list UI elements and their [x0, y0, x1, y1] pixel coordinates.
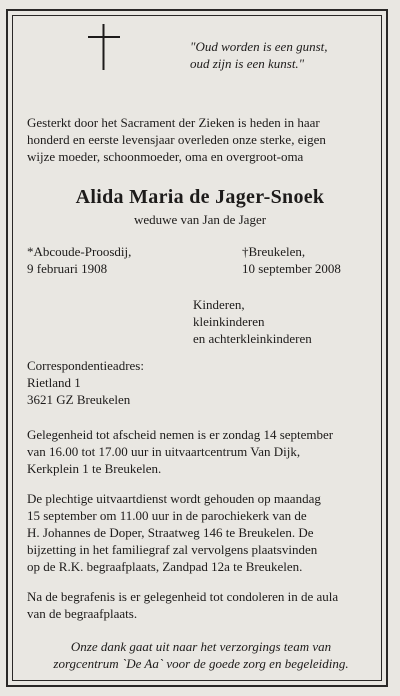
relatives: [193, 296, 373, 347]
widow-of: weduwe van Jan de Jager: [133, 212, 267, 227]
cross-icon: [86, 24, 122, 70]
death-place: †Breukelen,: [242, 244, 306, 259]
intro-line: Gesterkt door het Sacrament der Zieken is heden in haar: [27, 115, 320, 130]
service-paragraph: [27, 490, 375, 575]
service-line: 15 september om 11.00 uur in de parochiekerk van de: [27, 508, 307, 523]
intro-paragraph: [27, 114, 375, 165]
thanks-line: zorgcentrum `De Aa` voor de goede zorg en begeleiding.: [53, 656, 349, 671]
death-date: 10 september 2008: [242, 261, 341, 276]
correspondence-address: [27, 357, 227, 408]
service-line: H. Johannes de Doper, Straatweg 146 te Breukelen. De: [27, 525, 314, 540]
intro-line: honderd en eerste levensjaar overleden onze sterke, eigen: [27, 132, 326, 147]
farewell-line: Kerkplein 1 te Breukelen.: [27, 461, 162, 476]
farewell-line: Gelegenheid tot afscheid nemen is er zondag 14 september: [27, 427, 334, 442]
condolences-line: Na de begrafenis is er gelegenheid tot condoleren in de aula: [27, 589, 339, 604]
service-line: De plechtige uitvaartdienst wordt gehouden op maandag: [27, 491, 321, 506]
condolences-line: van de begraafplaats.: [27, 606, 138, 621]
correspondence-street: Rietland 1: [27, 375, 81, 390]
quote-line: "Oud worden is een gunst,: [190, 39, 328, 54]
thanks-line: Onze dank gaat uit naar het verzorgings team van: [70, 639, 332, 654]
quote: [190, 38, 370, 72]
thanks-paragraph: [27, 638, 375, 672]
condolences-paragraph: [27, 588, 375, 622]
relatives-line: en achterkleinkinderen: [193, 331, 312, 346]
correspondence-label: Correspondentieadres:: [27, 358, 144, 373]
relatives-line: kleinkinderen: [193, 314, 265, 329]
birth-info: [27, 243, 207, 277]
birth-place: *Abcoude-Proosdij,: [27, 244, 132, 259]
correspondence-city: 3621 GZ Breukelen: [27, 392, 131, 407]
death-info: [242, 243, 382, 277]
farewell-line: van 16.00 tot 17.00 uur in uitvaartcentrum Van Dijk,: [27, 444, 301, 459]
birth-date: 9 februari 1908: [27, 261, 108, 276]
farewell-paragraph: [27, 426, 375, 477]
deceased-name: Alida Maria de Jager-Snoek: [75, 186, 325, 208]
intro-line: wijze moeder, schoonmoeder, oma en overgroot-oma: [27, 149, 304, 164]
relatives-line: Kinderen,: [193, 297, 245, 312]
service-line: bijzetting in het familiegraf zal vervolgens plaatsvinden: [27, 542, 318, 557]
service-line: op de R.K. begraafplaats, Zandpad 12a te Breukelen.: [27, 559, 303, 574]
quote-line: oud zijn is een kunst.": [190, 56, 305, 71]
